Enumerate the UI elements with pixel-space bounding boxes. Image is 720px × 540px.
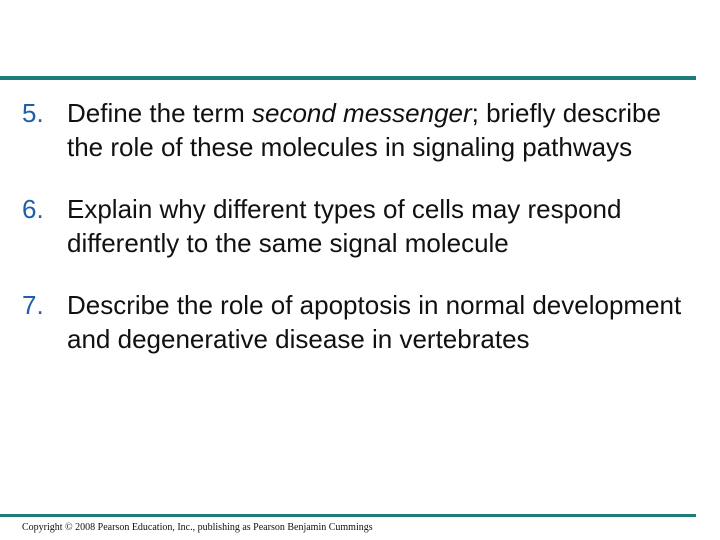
objective-number: 7.	[22, 290, 44, 320]
objective-text-end: ; briefly describe the role of these molecules in signaling pathways	[67, 98, 661, 162]
objective-item	[22, 288, 692, 356]
copyright-notice: Copyright © 2008 Pearson Education, Inc., publishing as Pearson Benjamin Cummings	[22, 522, 373, 533]
objective-emphasis: second messenger	[251, 98, 472, 128]
objective-text-start: Define the term	[67, 98, 252, 128]
objective-number: 6.	[22, 194, 44, 224]
bottom-divider	[0, 514, 696, 517]
top-divider	[0, 76, 696, 80]
objective-item	[22, 96, 692, 164]
objective-item	[22, 192, 692, 260]
objective-number: 5.	[22, 98, 44, 128]
objective-text: Explain why different types of cells may respond differently to the same signal molecule	[67, 194, 622, 258]
objective-text	[67, 96, 692, 164]
objective-text: Describe the role of apoptosis in normal development and degenerative disease in vertebrates	[67, 290, 682, 354]
objectives-list	[22, 96, 692, 384]
